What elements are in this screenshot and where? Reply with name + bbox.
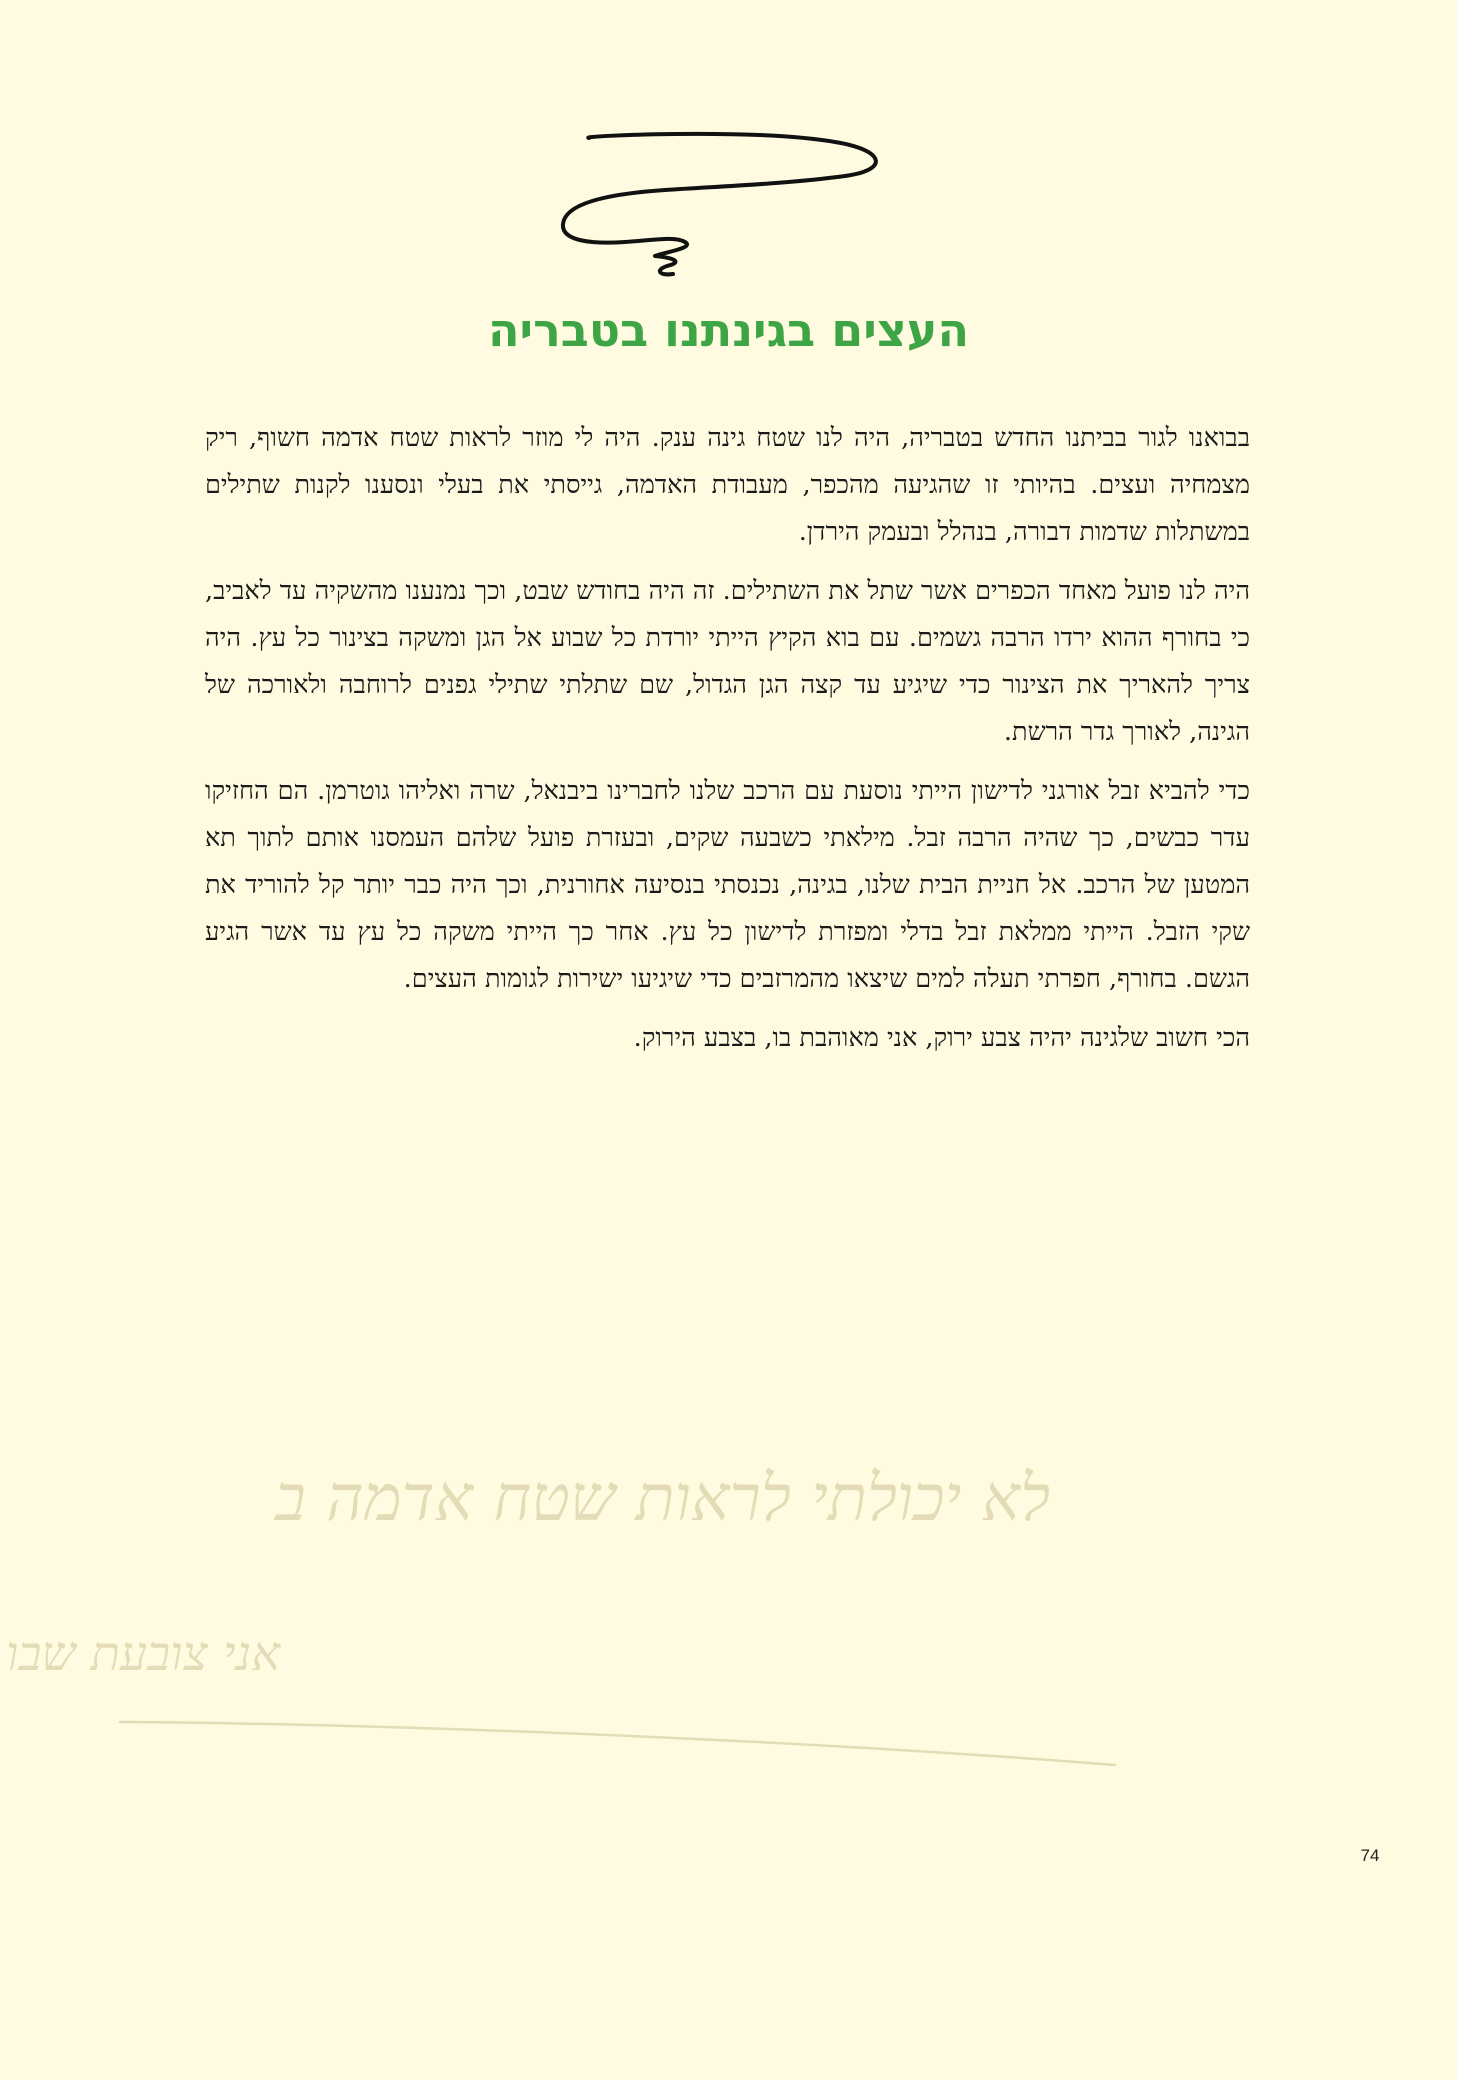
paragraph-4: הכי חשוב שלגינה יהיה צבע ירוק, אני מאוהבת בו, בצבע הירוק. [633,1023,1250,1053]
handwriting-line-1: לא יכולתי לראות שטח אדמה ב [275,1462,1050,1536]
article-body [205,415,1250,1062]
handwritten-note [0,1440,1130,2080]
handwriting-line-2: אני צובעת שבו [6,1626,280,1682]
page-title: העצים בגינתנו בטבריה [487,303,970,357]
page-number: 74 [1360,1846,1380,1865]
paragraph-3: כדי להביא זבל אורגני לדישון הייתי נוסעת עם הרכב שלנו לחברינו ביבנאל, שרה ואליהו גוטרמן. הם החזיקו עדר כבשים, כך שהיה הרבה זבל. מילאתי כשבעה שקים, ובעזרת פועל שלהם העמסנו אותם לתוך תא המטען של הרכב. אל חניית הבית שלנו, בגינה, נכנסתי בנסיעה אחורנית, וכך היה כבר יותר קל להוריד את שקי הזבל. הייתי ממלאת זבל בדלי ומפזרת לדישון כל עץ. אחר כך הייתי משקה כל עץ עד אשר הגיע הגשם. בחורף, חפרתי תעלה למים שיצאו מהמרזבים כדי שיגיעו ישירות לגומות העצים. [205,776,1250,994]
paragraph-2: היה לנו פועל מאחד הכפרים אשר שתל את השתילים. זה היה בחודש שבט, וכך נמנענו מהשקיה עד לאביב, כי בחורף ההוא ירדו הרבה גשמים. עם בוא הקיץ הייתי יורדת כל שבוע אל הגן ומשקה בצינור כל עץ. היה צריך להאריך את הצינור כדי שיגיע עד קצה הגן הגדול, שם שתלתי שתילי גפנים לרוחבה ולאורכה של הגינה, לאורך גדר הרשת. [205,576,1250,747]
paragraph-1: בבואנו לגור בביתנו החדש בטבריה, היה לנו שטח גינה ענק. היה לי מוזר לראות שטח אדמה חשוף, ריק מצמחיה ועצים. בהיותי זו שהגיעה מהכפר, מעבודת האדמה, גייסתי את בעלי ונסענו לקנות שתילים במשתלות שדמות דבורה, בנהלל ובעמק הירדן. [205,423,1250,547]
squiggle-ornament-icon [555,120,895,290]
